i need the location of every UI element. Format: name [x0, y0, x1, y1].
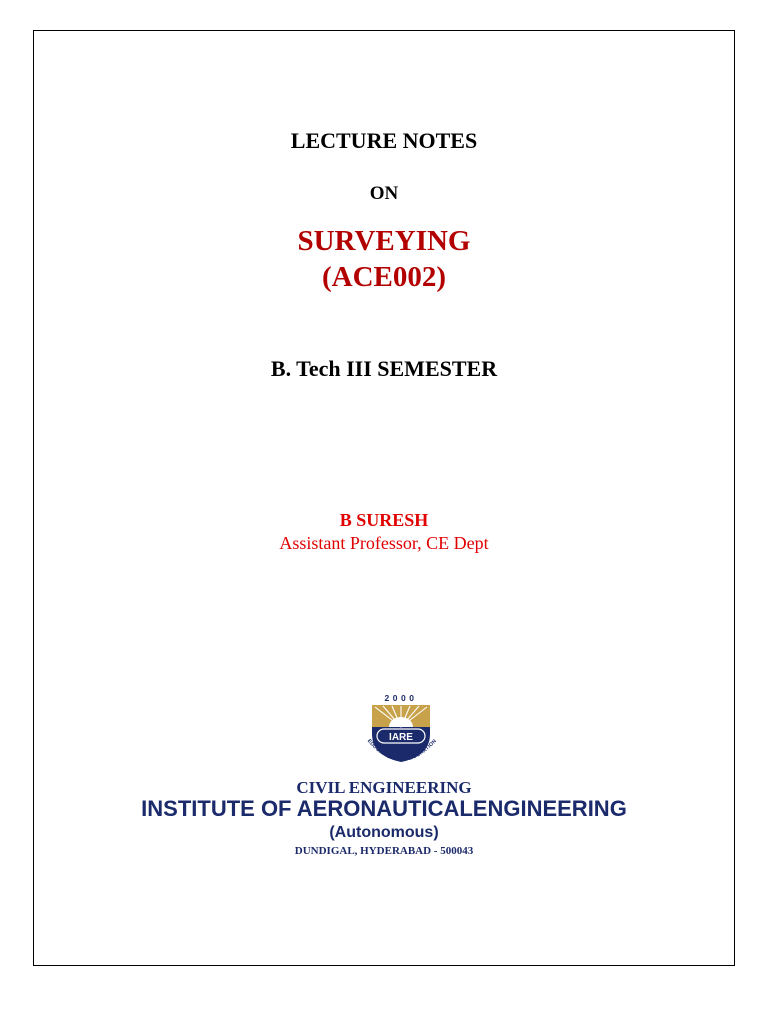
logo-motto-text: EDUCATION FOR LIBERATION: [365, 738, 439, 764]
title-connector: ON: [369, 183, 399, 204]
institute-address: DUNDIGAL, HYDERABAD - 500043: [294, 845, 474, 857]
author-designation: Assistant Professor, CE Dept: [279, 533, 489, 553]
author-name: B SURESH: [339, 510, 429, 530]
iare-logo: [359, 692, 443, 772]
logo-year: 2000: [384, 693, 418, 703]
document-title: LECTURE NOTES: [290, 128, 478, 153]
logo-abbreviation: IARE: [389, 732, 413, 743]
subject-title: SURVEYING: [297, 225, 471, 257]
department-name: CIVIL ENGINEERING: [296, 778, 472, 797]
institute-name: INSTITUTE OF AERONAUTICALENGINEERING: [141, 796, 627, 821]
institute-status: (Autonomous): [329, 824, 439, 841]
course-code: (ACE002): [321, 261, 447, 293]
semester-label: B. Tech III SEMESTER: [270, 356, 498, 381]
